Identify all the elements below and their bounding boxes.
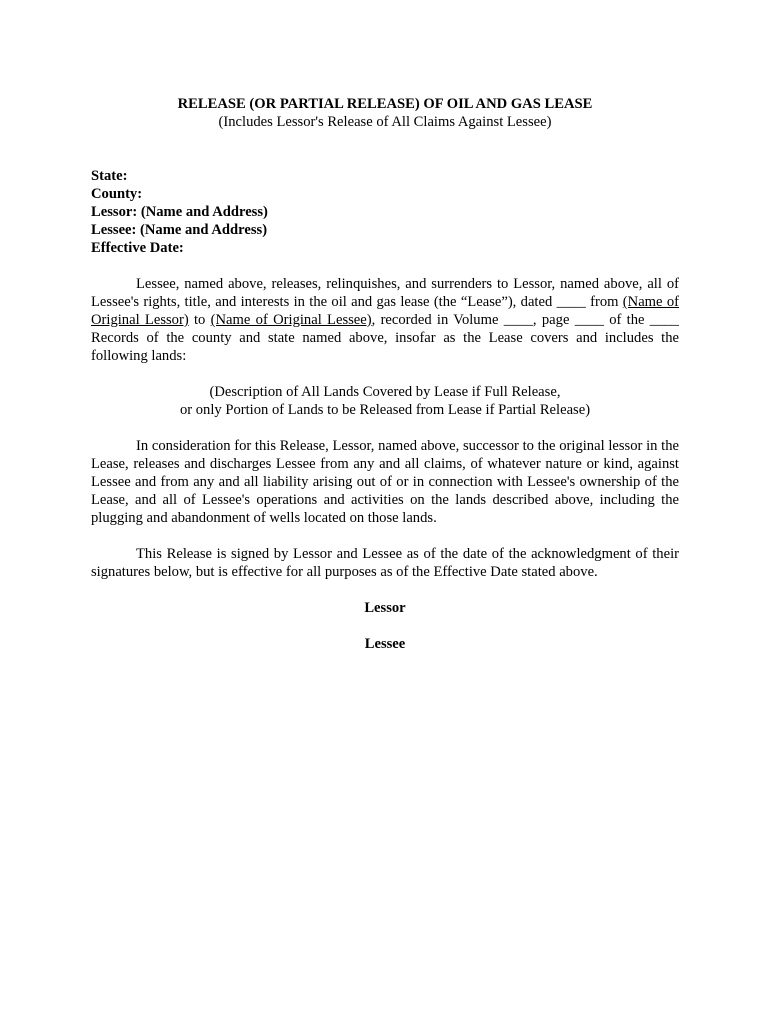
field-lessor: Lessor: (Name and Address) (91, 204, 268, 220)
effective-paragraph: This Release is signed by Lessor and Lessee as of the date of the acknowledgment of their signatures below, but is effective for all purposes as of the Effective Date stated above. (91, 546, 679, 580)
document-title: RELEASE (OR PARTIAL RELEASE) OF OIL AND GAS LEASE (177, 96, 593, 112)
field-state: State: (91, 168, 128, 184)
release-paragraph-part1: Lessee, named above, releases, relinquishes, and surrenders to Lessor, named above, all of Lessee's rights, title, and interests in the oil and gas lease (the “Lease”), dated ____ from (91, 276, 679, 310)
field-county: County: (91, 186, 143, 202)
document-page (91, 95, 679, 653)
document-subtitle: (Includes Lessor's Release of All Claims Against Lessee) (218, 114, 552, 130)
title-block (91, 95, 679, 131)
lands-description (91, 383, 679, 419)
original-lessor-placeholder: (Name of Original Lessor) (91, 294, 679, 328)
release-paragraph (91, 275, 679, 365)
consideration-paragraph: In consideration for this Release, Lessor, named above, successor to the original lessor in the Lease, releases and discharges Lessee from any and all claims, of whatever nature or kind, against Lessee and from any and all liability arising out of or in connection with Lessee's ownership of the Lease, and all of Lessee's operations and activities on the lands described above, including the plugging and abandonment of wells located on those lands. (91, 438, 679, 526)
release-paragraph-part2: to (188, 312, 211, 328)
lessor-signature-label: Lessor (364, 600, 406, 616)
lands-description-line2: or only Portion of Lands to be Released from Lease if Partial Release) (179, 402, 591, 418)
header-fields (91, 167, 679, 257)
lessee-signature-label: Lessee (364, 636, 406, 652)
release-paragraph-part3: , recorded in Volume ____, page ____ of the ____ Records of the county and state named above, insofar as the Lease covers and includes the following lands: (91, 312, 679, 364)
lands-description-line1: (Description of All Lands Covered by Lease if Full Release, (209, 384, 561, 400)
original-lessee-placeholder: (Name of Original Lessee) (210, 312, 372, 328)
field-lessee: Lessee: (Name and Address) (91, 222, 268, 238)
field-effective-date: Effective Date: (91, 240, 184, 256)
